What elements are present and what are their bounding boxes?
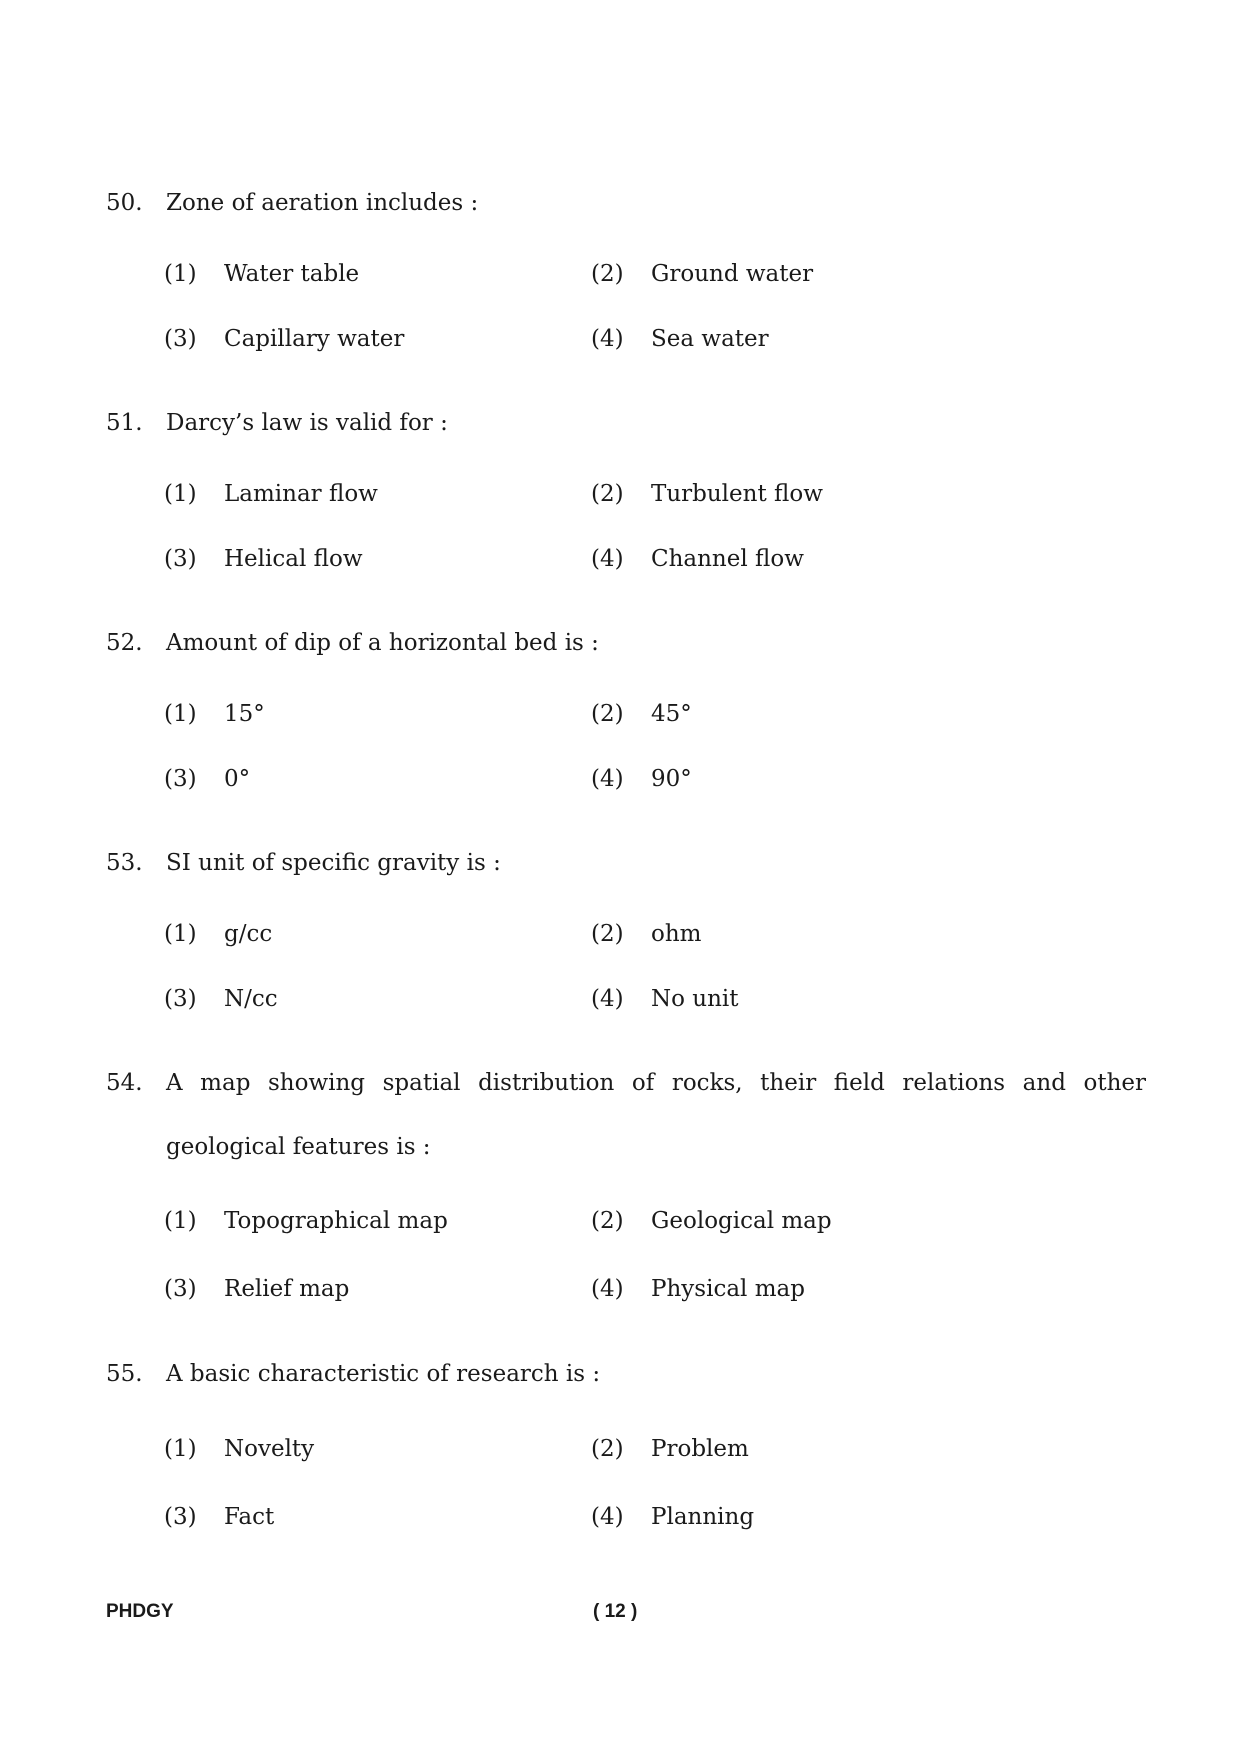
option-number: (2) — [591, 481, 624, 507]
option-number: (2) — [591, 1208, 624, 1234]
option-number: (4) — [591, 1504, 624, 1530]
option-number: (4) — [591, 986, 624, 1012]
option-text: No unit — [651, 986, 739, 1012]
option-text: Helical flow — [224, 546, 363, 572]
option-number: (3) — [164, 326, 197, 352]
option-number: (2) — [591, 921, 624, 947]
option-text: Novelty — [224, 1436, 315, 1462]
question-number: 54. — [106, 1070, 143, 1096]
option-number: (4) — [591, 1276, 624, 1302]
option-text: 45° — [651, 701, 692, 727]
option-number: (2) — [591, 701, 624, 727]
option-number: (1) — [164, 261, 197, 287]
option-text: Geological map — [651, 1208, 832, 1234]
option-number: (3) — [164, 766, 197, 792]
option-number: (4) — [591, 326, 624, 352]
option-text: Channel flow — [651, 546, 804, 572]
option-number: (1) — [164, 1208, 197, 1234]
question-text: Zone of aeration includes : — [166, 190, 479, 216]
question-text: Darcy’s law is valid for : — [166, 410, 448, 436]
question-text-line1: A map showing spatial distribution of rocks, their field relations and other — [166, 1070, 1146, 1096]
option-number: (3) — [164, 1276, 197, 1302]
option-text: Turbulent flow — [651, 481, 823, 507]
question-number: 52. — [106, 630, 143, 656]
option-text: Capillary water — [224, 326, 405, 352]
option-number: (2) — [591, 1436, 624, 1462]
option-text: Relief map — [224, 1276, 350, 1302]
option-text: Physical map — [651, 1276, 805, 1302]
option-number: (3) — [164, 546, 197, 572]
question-text-line2: geological features is : — [166, 1134, 431, 1160]
option-number: (1) — [164, 701, 197, 727]
question-number: 51. — [106, 410, 143, 436]
option-text: g/cc — [224, 921, 273, 947]
question-number: 53. — [106, 850, 143, 876]
option-text: ohm — [651, 921, 702, 947]
option-text: Laminar flow — [224, 481, 378, 507]
option-text: N/cc — [224, 986, 278, 1012]
option-number: (1) — [164, 1436, 197, 1462]
footer-paper-code: PHDGY — [106, 1601, 174, 1622]
option-text: Planning — [651, 1504, 755, 1530]
option-text: 0° — [224, 766, 251, 792]
option-text: 90° — [651, 766, 692, 792]
option-number: (4) — [591, 546, 624, 572]
question-text: SI unit of specific gravity is : — [166, 850, 501, 876]
question-number: 50. — [106, 190, 143, 216]
question-text: A basic characteristic of research is : — [166, 1361, 601, 1387]
question-number: 55. — [106, 1361, 143, 1387]
footer-page-number: ( 12 ) — [593, 1601, 638, 1622]
option-text: 15° — [224, 701, 265, 727]
option-number: (4) — [591, 766, 624, 792]
option-text: Water table — [224, 261, 360, 287]
option-number: (3) — [164, 1504, 197, 1530]
option-number: (3) — [164, 986, 197, 1012]
question-text: Amount of dip of a horizontal bed is : — [166, 630, 599, 656]
option-text: Sea water — [651, 326, 769, 352]
option-number: (2) — [591, 261, 624, 287]
option-text: Topographical map — [224, 1208, 448, 1234]
option-text: Ground water — [651, 261, 814, 287]
option-text: Fact — [224, 1504, 275, 1530]
option-text: Problem — [651, 1436, 749, 1462]
option-number: (1) — [164, 921, 197, 947]
option-number: (1) — [164, 481, 197, 507]
